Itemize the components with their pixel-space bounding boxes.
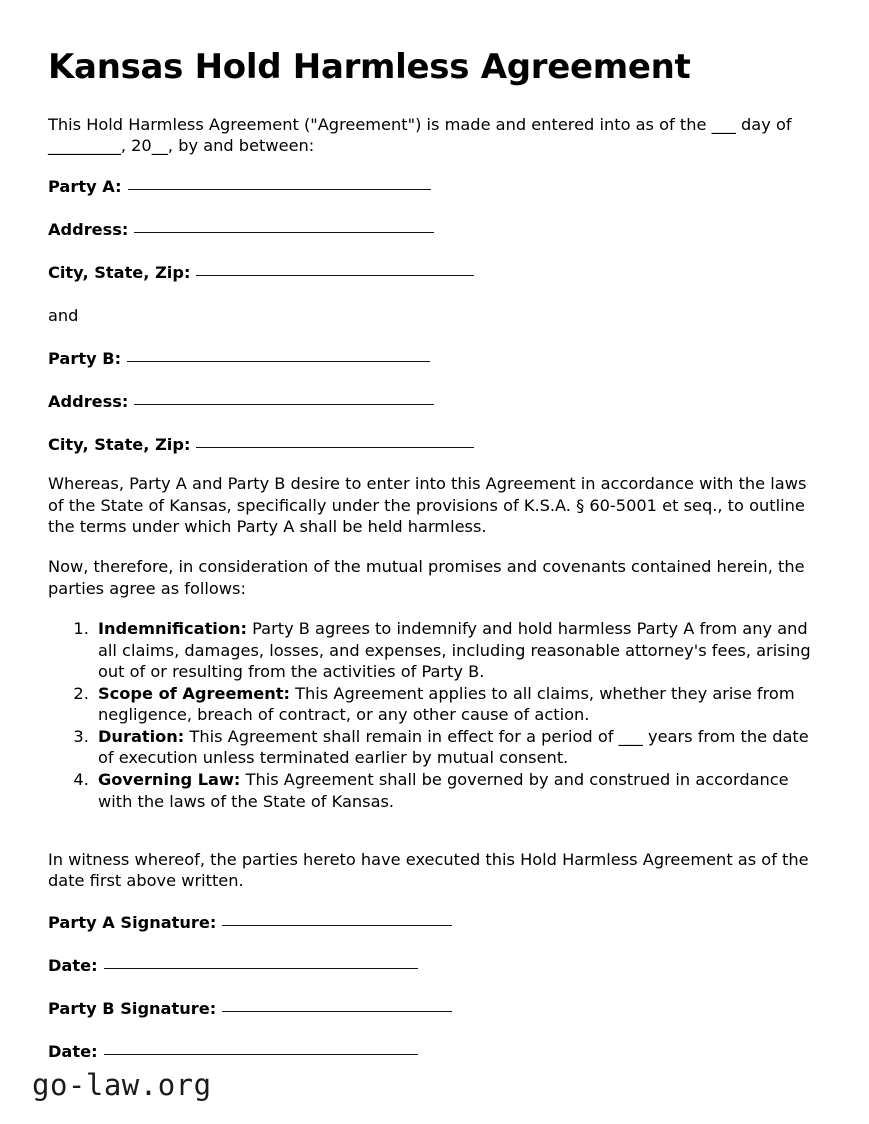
- whereas-paragraph: Whereas, Party A and Party B desire to enter into this Agreement in accordance with the laws of the State of Kansas, specifically under the provisions of K.S.A. § 60-5001 et seq., to outline the terms under which Party A shall be held harmless.: [48, 474, 807, 537]
- term-text: This Agreement shall be governed by and construed in accordance with the laws of the State of Kansas.: [98, 769, 789, 811]
- party-b-date-label: Date:: [48, 1042, 98, 1061]
- party-b-address-blank[interactable]: [134, 404, 434, 405]
- party-a-signature-label: Party A Signature:: [48, 912, 217, 932]
- party-b-signature-label: Party B Signature:: [48, 998, 217, 1018]
- list-item: [94, 769, 823, 812]
- party-a-address-blank[interactable]: [134, 232, 434, 233]
- party-a-address-label: Address:: [48, 219, 129, 239]
- party-a-name-blank[interactable]: [128, 189, 431, 190]
- intro-paragraph: This Hold Harmless Agreement ("Agreement") is made and entered into as of the ___ day of _________, 20__, by and between:: [48, 115, 792, 156]
- party-b-address-field[interactable]: [48, 391, 823, 412]
- party-b-name-label: Party B:: [48, 349, 122, 369]
- term-text: This Agreement applies to all claims, whether they arise from negligence, breach of contract, or any other cause of action.: [98, 683, 795, 725]
- party-a-name-field[interactable]: [48, 176, 823, 197]
- witness-paragraph: In witness whereof, the parties hereto have executed this Hold Harmless Agreement as of the date first above written.: [48, 850, 809, 891]
- term-title: Indemnification:: [98, 619, 247, 639]
- party-b-address-label: Address:: [48, 392, 129, 412]
- term-title: Duration:: [98, 726, 185, 746]
- term-title: Scope of Agreement:: [98, 683, 291, 703]
- list-item: [94, 683, 823, 726]
- party-a-city-state-zip-blank[interactable]: [196, 275, 474, 276]
- party-a-name-label: Party A:: [48, 176, 122, 196]
- list-item: [94, 726, 823, 769]
- terms-list: [48, 618, 823, 812]
- party-a-city-state-zip-label: City, State, Zip:: [48, 262, 191, 282]
- party-b-name-field[interactable]: [48, 348, 823, 369]
- party-b-date-field[interactable]: [48, 1041, 823, 1062]
- party-b-signature-blank[interactable]: [222, 1011, 452, 1012]
- party-b-city-state-zip-label: City, State, Zip:: [48, 435, 191, 455]
- party-a-signature-blank[interactable]: [222, 925, 452, 926]
- page-title: Kansas Hold Harmless Agreement: [48, 47, 691, 87]
- party-b-date-blank[interactable]: [104, 1054, 418, 1055]
- party-a-signature-field[interactable]: [48, 912, 823, 933]
- conjunction-and: and: [48, 306, 79, 326]
- term-text: Party B agrees to indemnify and hold harmless Party A from any and all claims, damages, losses, and expenses, including reasonable attorney's fees, arising out of or resulting from the activities of Party B.: [98, 619, 811, 682]
- party-a-address-field[interactable]: [48, 219, 823, 240]
- party-a-date-field[interactable]: [48, 955, 823, 976]
- site-watermark: go-law.org: [32, 1068, 212, 1102]
- term-text: This Agreement shall remain in effect for a period of ___ years from the date of execution unless terminated earlier by mutual consent.: [98, 726, 809, 768]
- party-b-city-state-zip-field[interactable]: [48, 434, 823, 455]
- party-a-city-state-zip-field[interactable]: [48, 262, 823, 283]
- now-therefore-paragraph: Now, therefore, in consideration of the mutual promises and covenants contained herein, the parties agree as follows:: [48, 557, 805, 598]
- party-b-name-blank[interactable]: [127, 361, 430, 362]
- term-title: Governing Law:: [98, 769, 241, 789]
- party-b-city-state-zip-blank[interactable]: [196, 447, 474, 448]
- document-body: [48, 48, 823, 1084]
- party-b-signature-field[interactable]: [48, 998, 823, 1019]
- list-item: [94, 618, 823, 683]
- party-a-date-blank[interactable]: [104, 968, 418, 969]
- party-a-date-label: Date:: [48, 955, 98, 975]
